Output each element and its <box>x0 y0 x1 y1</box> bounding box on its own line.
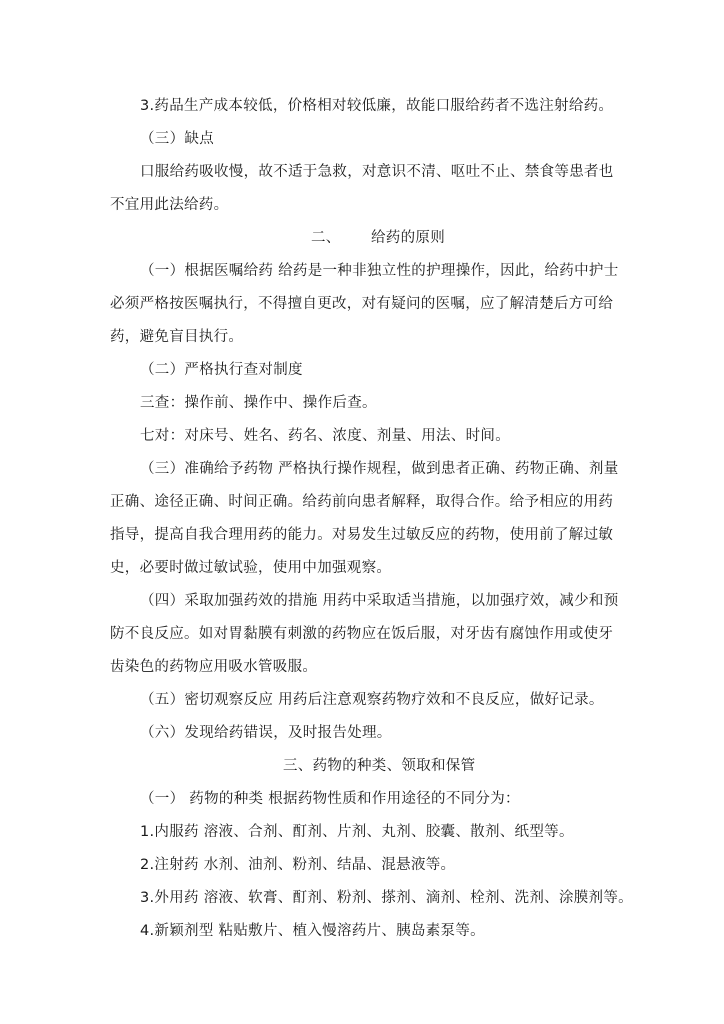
paragraph-line: 指导，提高自我合理用药的能力。对易发生过敏反应的药物，使用前了解过敏 <box>110 527 614 543</box>
paragraph-line: （一）根据医嘱给药 给药是一种非独立性的护理操作，因此，给药中护士 <box>140 263 619 279</box>
paragraph-line: （四）采取加强药效的措施 用药中采取适当措施，以加强疗效，减少和预 <box>140 593 619 609</box>
paragraph-line: 史，必要时做过敏试验，使用中加强观察。 <box>110 560 392 576</box>
section-heading: （三）缺点 <box>140 131 214 147</box>
paragraph-line: 口服给药吸收慢，故不适于急救，对意识不清、呕吐不止、禁食等患者也 <box>140 164 614 180</box>
list-item: 1.内服药 溶液、合剂、酊剂、片剂、丸剂、胶囊、散剂、纸型等。 <box>140 824 574 840</box>
paragraph-line: 必须严格按医嘱执行，不得擅自更改，对有疑问的医嘱，应了解清楚后方可给 <box>110 296 614 312</box>
paragraph-line: 正确、途径正确、时间正确。给药前向患者解释，取得合作。给予相应的用药 <box>110 494 614 510</box>
paragraph-line: 3.药品生产成本较低，价格相对较低廉，故能口服给药者不选注射给药。 <box>140 98 614 114</box>
chapter-number: 二、 <box>311 230 341 246</box>
paragraph-line: 防不良反应。如对胃黏膜有刺激的药物应在饭后服，对牙齿有腐蚀作用或使牙 <box>110 626 614 642</box>
paragraph-line: 七对：对床号、姓名、药名、浓度、剂量、用法、时间。 <box>140 428 510 444</box>
paragraph-line: 齿染色的药物应用吸水管吸服。 <box>110 659 318 675</box>
list-item: 4.新颖剂型 粘贴敷片、植入慢溶药片、胰岛素泵等。 <box>140 923 485 939</box>
chapter-title: 给药的原则 <box>371 230 445 246</box>
section-heading: （二）严格执行查对制度 <box>140 362 303 378</box>
list-item: 2.注射药 水剂、油剂、粉剂、结晶、混悬液等。 <box>140 857 456 873</box>
paragraph-line: （五）密切观察反应 用药后注意观察药物疗效和不良反应，做好记录。 <box>140 692 604 708</box>
paragraph-line: （一） 药物的种类 根据药物性质和作用途径的不同分为： <box>140 791 520 807</box>
paragraph-line: （六）发现给药错误，及时报告处理。 <box>140 725 392 741</box>
paragraph-line: 不宜用此法给药。 <box>110 197 229 213</box>
paragraph-line: 三查：操作前、操作中、操作后查。 <box>140 395 377 411</box>
chapter-title: 三、药物的种类、领取和保管 <box>283 758 476 774</box>
paragraph-line: （三）准确给予药物 严格执行操作规程，做到患者正确、药物正确、剂量 <box>140 461 619 477</box>
list-item: 3.外用药 溶液、软膏、酊剂、粉剂、搽剂、滴剂、栓剂、洗剂、涂膜剂等。 <box>140 890 633 906</box>
paragraph-line: 药，避免盲目执行。 <box>110 329 244 345</box>
